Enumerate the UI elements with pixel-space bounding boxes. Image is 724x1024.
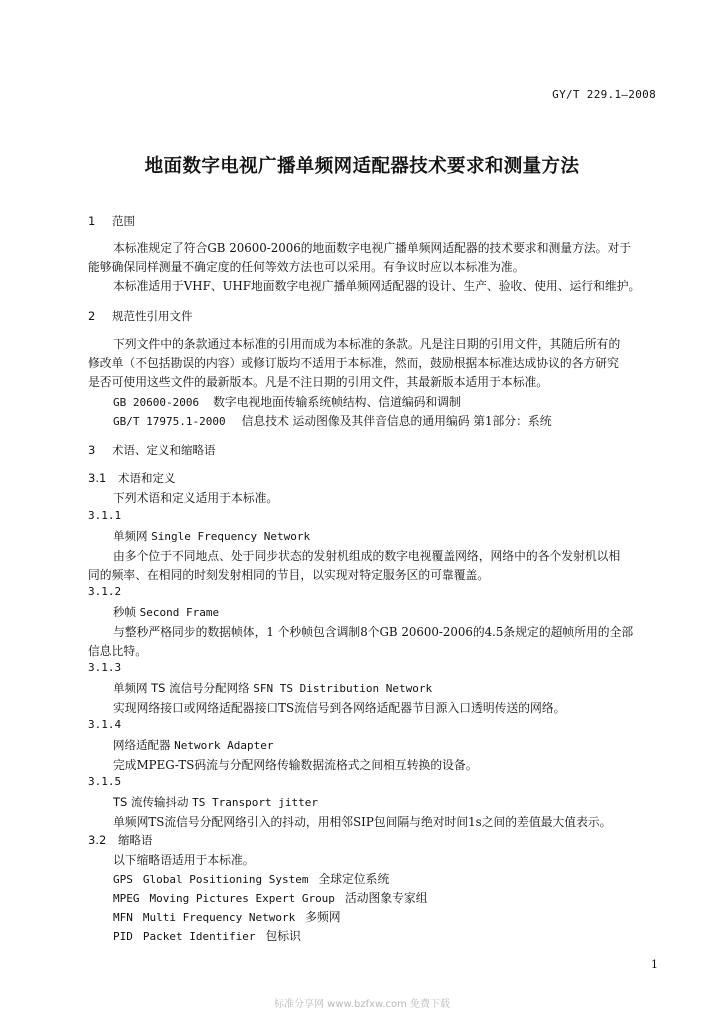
term-heading: [113, 680, 432, 696]
term-zh: 网络适配器: [113, 738, 171, 752]
subsection-title: 缩略语: [118, 833, 153, 847]
term-number: 3.1.4: [88, 718, 122, 731]
term-number: 3.1.1: [88, 509, 122, 522]
term-en: Single Frequency Network: [151, 530, 311, 543]
definition-line: 实现网络接口或网络适配器接口TS流信号到各网络适配器节目源入口透明传送的网络。: [113, 701, 566, 715]
subsection-3-1-heading: [88, 470, 176, 486]
standard-code: GY/T 229.1—2008: [552, 88, 656, 101]
section-title: 范围: [112, 214, 135, 228]
reference-code: GB 20600-2006: [113, 396, 200, 409]
section-number: 2: [88, 309, 96, 323]
page-number: 1: [651, 958, 658, 971]
abbreviation-row: [113, 889, 428, 906]
reference-title: 信息技术 运动图像及其伴音信息的通用编码 第1部分：系统: [241, 414, 552, 428]
reference-code: GB/T 17975.1-2000: [113, 415, 226, 428]
abbreviation-row: [113, 908, 341, 925]
term-heading: [113, 604, 219, 620]
abbreviation-zh: 包标识: [265, 929, 301, 943]
section-number: 1: [88, 214, 96, 228]
abbreviation-full: Packet Identifier: [142, 930, 256, 943]
paragraph-line: 下列文件中的条款通过本标准的引用而成为本标准的条款。凡是注日期的引用文件，其随后所有的: [113, 337, 621, 351]
paragraph-line: 修改单（不包括勘误的内容）或修订版均不适用于本标准，然而，鼓励根据本标准达成协议的各方研究: [88, 356, 619, 370]
section-3-heading: [88, 442, 216, 458]
abbreviation-zh: 全球定位系统: [318, 872, 390, 886]
definition-line: 同的频率、在相同的时刻发射相同的节目，以实现对特定服务区的可靠覆盖。: [88, 568, 490, 582]
abbreviation-zh: 多频网: [305, 910, 341, 924]
section-title: 术语、定义和缩略语: [112, 443, 216, 457]
term-number: 3.1.5: [88, 775, 122, 788]
abbreviation-zh: 活动图象专家组: [344, 891, 428, 905]
reference-item: [113, 393, 461, 410]
definition-line: 由多个位于不同地点、处于同步状态的发射机组成的数字电视覆盖网络，网络中的各个发射机以相: [113, 549, 621, 563]
abbreviation-row: [113, 927, 301, 944]
document-title: 地面数字电视广播单频网适配器技术要求和测量方法: [144, 156, 580, 177]
definition-line: 单频网TS流信号分配网络引入的抖动，用相邻SIP包间隔与绝对时间1s之间的差值最大值表示。: [113, 815, 612, 829]
section-title: 规范性引用文件: [112, 309, 193, 323]
term-zh: 秒帧: [113, 605, 136, 619]
subsection-3-2-heading: [88, 832, 153, 848]
term-en: SFN TS Distribution Network: [253, 682, 433, 695]
section-2-heading: [88, 308, 193, 324]
term-number: 3.1.2: [88, 585, 122, 598]
term-en: Network Adapter: [174, 739, 274, 752]
term-en: Second Frame: [139, 606, 220, 619]
footer-watermark: 标准分享网 www.bzfxw.com 免费下载: [274, 999, 450, 1010]
term-heading: [113, 528, 310, 544]
subsection-number: 3.1: [88, 471, 107, 485]
abbreviation: MPEG: [113, 892, 140, 905]
subsection-number: 3.2: [88, 833, 107, 847]
abbreviation: MFN: [113, 911, 133, 924]
reference-item: [113, 412, 552, 429]
reference-title: 数字电视地面传输系统帧结构、信道编码和调制: [213, 395, 461, 409]
paragraph-line: 本标准适用于VHF、UHF地面数字电视广播单频网适配器的设计、生产、验收、使用、运行和维护。: [113, 279, 641, 293]
paragraph-line: 下列术语和定义适用于本标准。: [113, 491, 279, 505]
paragraph-line: 以下缩略语适用于本标准。: [113, 853, 255, 867]
abbreviation-row: [113, 870, 389, 887]
definition-line: 信息比特。: [88, 644, 147, 658]
term-heading: [113, 737, 274, 753]
abbreviation-full: Moving Pictures Expert Group: [149, 892, 335, 905]
abbreviation: PID: [113, 930, 133, 943]
paragraph-line: 是否可使用这些文件的最新版本。凡是不注日期的引用文件，其最新版本适用于本标准。: [88, 375, 549, 389]
term-en: TS Transport jitter: [192, 796, 318, 809]
abbreviation: GPS: [113, 873, 133, 886]
abbreviation-full: Global Positioning System: [142, 873, 309, 886]
term-zh: 单频网: [113, 529, 148, 543]
section-number: 3: [88, 443, 96, 457]
term-zh: 单频网 TS 流信号分配网络: [113, 681, 250, 695]
abbreviation-full: Multi Frequency Network: [142, 911, 296, 924]
term-heading: [113, 794, 318, 810]
definition-line: 完成MPEG-TS码流与分配网络传输数据流格式之间相互转换的设备。: [113, 758, 478, 772]
section-1-heading: [88, 213, 135, 229]
term-zh: TS 流传输抖动: [113, 795, 189, 809]
definition-line: 与整秒严格同步的数据帧体，1 个秒帧包含调制8个GB 20600-2006的4.5条规定的超帧所用的全部: [113, 625, 634, 639]
subsection-title: 术语和定义: [118, 471, 176, 485]
term-number: 3.1.3: [88, 661, 122, 674]
paragraph-line: 能够确保同样测量不确定度的任何等效方法也可以采用。有争议时应以本标准为准。: [88, 260, 525, 274]
paragraph-line: 本标准规定了符合GB 20600-2006的地面数字电视广播单频网适配器的技术要求和测量方法。对于: [113, 241, 632, 255]
